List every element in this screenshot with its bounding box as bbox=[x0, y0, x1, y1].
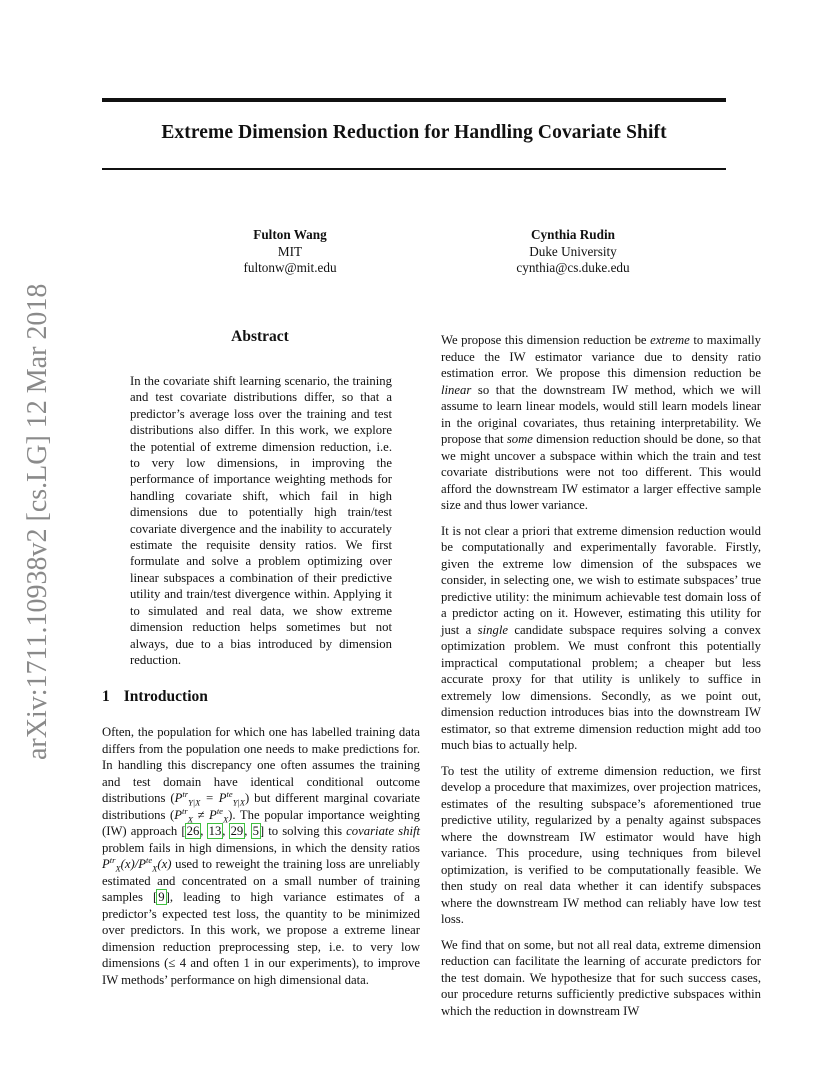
intro-paragraph-5: We find that on some, but not all real data, extreme dimension reduction can facilitate the learning of accurate predictors for the test domain. We hypothesize that for such success cases, our procedure returns sufficiently predictive subspaces within which the reduction in downstream IW bbox=[441, 937, 761, 1018]
math-conditional: $P^{tr}_{Y|X} = P^{te}_{Y|X}$ bbox=[174, 788, 245, 808]
abstract-heading: Abstract bbox=[231, 328, 289, 345]
author-block bbox=[463, 227, 683, 277]
citation-link[interactable]: 9 bbox=[158, 890, 165, 904]
author-name: Fulton Wang bbox=[253, 227, 327, 242]
intro-paragraph-1: Often, the population for which one has labelled training data differs from the population one needs to make predictions for. In handling this discrepancy one often assumes the training and test domain have identical conditional outcome distributions $(P^{tr}_{Y|X} = P^{te}_{Y|X})$ but different marginal covariate distributions $(P^{tr}_X \ne P^{te}_X)$. The popular importance weighting (IW) approach [26, 13, 29, 5] to solving this covariate shift problem fails in high dimensions, in which the density ratios $P^{tr}_X(x)/P^{te}_X(x)$ used to reweight the training loss are unreliably estimated and concentrated on a small number of training samples [9], leading to high variance estimates of a predictor’s expected test loss, the quantity to be minimized over predictors. In this work, we propose a extreme linear dimension reduction preprocessing step, i.e. to very low dimensions (≤ 4 and often 1 in our experiments), to improve IW methods’ performance on high dimensional data. bbox=[102, 725, 421, 987]
section-title: Introduction bbox=[123, 688, 208, 705]
abstract-text: In the covariate shift learning scenario, the training and test covariate distributions differ, so that a predictor’s average loss over the training and test distributions also differ. In this work, we explore the potential of extreme dimension reduction, i.e. to very low dimensions, in improving the performance of importance weighting methods for handling covariate shift, which fail in high dimensions due to potentially high train/test covariate divergence and the inability to accurately estimate the requisite density ratios. We first formulate and solve a problem optimizing over linear subspaces a combination of their predictive utility and train/test divergence within. Applying it to simulated and real data, we show extreme dimension reduction helps sometimes but not always, due to a bias introduced by dimension reduction. bbox=[130, 374, 392, 667]
citation-link[interactable]: 26 bbox=[186, 824, 200, 838]
title-rule-bottom bbox=[102, 168, 726, 170]
math-density-ratio: $P^{tr}_X(x)/P^{te}_X(x)$ bbox=[102, 854, 172, 874]
paper-title: Extreme Dimension Reduction for Handling Covariate Shift bbox=[161, 122, 667, 143]
intro-paragraph-4: To test the utility of extreme dimension reduction, we first develop a procedure that maximizes, over projection matrices, estimates of the resulting subspace’s aforementioned true predictive utility, regularized by a penalty against subspaces where the downstream IW estimator would have high variance. This procedure, using techniques from bilevel optimization, is verified to be computationally feasible. We then study on real data whether it can identify subspaces where the downstream IW method can reliably have low test loss. bbox=[441, 763, 761, 926]
author-email: fultonw@mit.edu bbox=[243, 260, 337, 275]
author-affiliation: MIT bbox=[277, 243, 303, 259]
author-email: cynthia@cs.duke.edu bbox=[516, 260, 630, 275]
section-number: 1 bbox=[102, 688, 110, 705]
arxiv-stamp: arXiv:1711.10938v2 [cs.LG] 12 Mar 2018 bbox=[22, 283, 53, 760]
title-rule-top bbox=[102, 98, 726, 102]
citation-link[interactable]: 5 bbox=[252, 824, 259, 838]
intro-paragraph-2: We propose this dimension reduction be extreme to maximally reduce the IW estimator variance due to density ratio estimation error. We propose this dimension reduction be linear so that the downstream IW method, which we will assume to learn linear models, would still learn models linear in the original covariates, thus retaining interpretability. We propose that some dimension reduction should be done, so that we might uncover a subspace within which the train and test covariate distributions were not too different. This would afford the downstream IW estimator a larger effective sample size and thus lower variance. bbox=[441, 333, 761, 512]
section-heading-introduction bbox=[102, 688, 208, 706]
math-marginal: $P^{tr}_X \ne P^{te}_X$ bbox=[174, 805, 229, 825]
right-column bbox=[441, 332, 761, 1028]
citation-link[interactable]: 29 bbox=[230, 824, 244, 838]
author-block bbox=[180, 227, 400, 277]
citation-link[interactable]: 13 bbox=[208, 824, 222, 838]
intro-paragraph-3: It is not clear a priori that extreme dimension reduction would be computationally and experimentally favorable. Firstly, given the extreme low dimension of the subspaces we consider, in selecting one, we wish to estimate subspaces’ true predictive utility: the minimum achievable test domain loss of a predictor acting on it. However, estimating this utility for just a single candidate subspace requires solving a convex optimization problem. We must confront this potentially impractical computational problem; a cheaper but less accurate proxy for that utility is unlikely to suffice in extremely low dimensions. Secondly, as we point out, dimension reduction introduces bias into the downstream IW estimator, so that extreme dimension reduction might add too much bias to actually help. bbox=[441, 523, 761, 752]
author-affiliation: Duke University bbox=[529, 243, 617, 259]
author-name: Cynthia Rudin bbox=[531, 227, 615, 242]
